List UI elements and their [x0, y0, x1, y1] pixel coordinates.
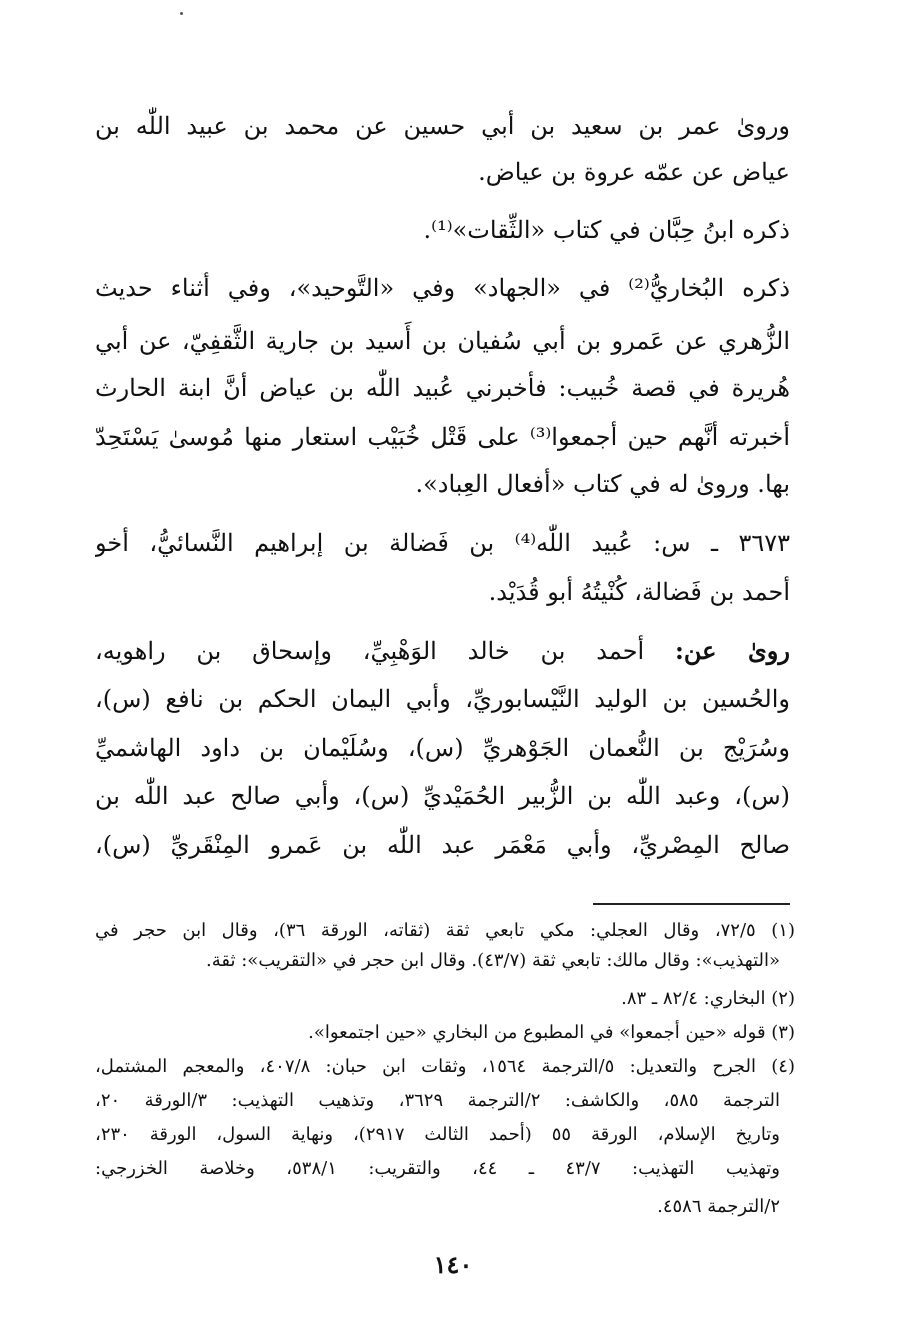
narrated-line1-text: أحمد بن خالد الوَهْبِيِّ، وإسحاق بن راهويه، — [95, 637, 645, 665]
narrated-line4: (س)، وعبد اللّٰه بن الزُّبير الحُمَيْديِّ (س)، وأبي صالح عبد اللّٰه بن — [95, 782, 790, 810]
scan-speck — [180, 12, 183, 15]
para3-line2: الزُّهري عن عَمرو بن أبي سُفيان بن أَسيد بن جارية الثَّقفِيّ، عن أبي — [95, 327, 790, 355]
footnote-1-line2: «التهذيب»: وقال مالك: تابعي ثقة (٤٣/٧). وقال ابن حجر في «التقريب»: ثقة. — [206, 950, 780, 971]
footnote-4-line5: ٢/الترجمة ٤٥٨٦. — [657, 1196, 780, 1217]
footnote-3: (٣) قوله «حين أجمعوا» في المطبوع من البخاري «حين اجتمعوا». — [308, 1022, 795, 1043]
footnote-4-line1: (٤) الجرح والتعديل: ٥/الترجمة ١٥٦٤، وثقات ابن حبان: ٤٠٧/٨، والمعجم المشتمل، — [95, 1056, 795, 1077]
entry-line2: أحمد بن فَضالة، كُنْيتُهُ أبو قُدَيْد. — [488, 578, 790, 606]
page-number: ١٤٠ — [433, 1250, 473, 1279]
para1-line2: عياض عن عمّه عروة بن عياض. — [478, 158, 790, 186]
para3-line4: أخبرته أنَّهم حين أجمعوا⁽³⁾ على قَتْل خُبَيْب استعار منها مُوسىٰ يَسْتَحِدّ — [95, 423, 790, 451]
narrated-line2: والحُسين بن الوليد النَّيْسابوريِّ، وأبي اليمان الحكم بن نافع (س)، — [95, 685, 790, 713]
para3-line3: هُريرة في قصة خُبيب: فأخبرني عُبيد اللّٰه بن عياض أنَّ ابنة الحارث — [95, 374, 790, 402]
entry-line1: ٣٦٧٣ ـ س: عُبيد اللّٰه⁽⁴⁾ بن فَضالة بن إبراهيم النَّسائيُّ، أخو — [95, 529, 790, 557]
para1-line1: وروىٰ عمر بن سعيد بن أبي حسين عن محمد بن عبيد اللّٰه بن — [95, 112, 790, 140]
narrated-line3: وسُرَيْج بن النُّعمان الجَوْهريِّ (س)، وسُلَيْمان بن داود الهاشميِّ — [95, 734, 790, 762]
para2-line1: ذكره ابنُ حِبَّان في كتاب «الثِّقات»⁽¹⁾. — [423, 216, 790, 244]
footnote-separator — [593, 903, 790, 905]
para3-line1: ذكره البُخاريُّ⁽²⁾ في «الجهاد» وفي «التَّوحيد»، وفي أثناء حديث — [95, 274, 790, 302]
narrated-label: روىٰ عن: — [675, 636, 790, 665]
footnote-4-line2: الترجمة ٥٨٥، والكاشف: ٢/الترجمة ٣٦٢٩، وتذهيب التهذيب: ٣/الورقة ٢٠، — [95, 1090, 780, 1111]
footnote-4-line4: وتهذيب التهذيب: ٤٣/٧ ـ ٤٤، والتقريب: ٥٣٨/١، وخلاصة الخزرجي: — [95, 1158, 780, 1179]
para3-line5: بها. وروىٰ له في كتاب «أفعال العِباد». — [415, 470, 790, 498]
footnote-2: (٢) البخاري: ٨٢/٤ ـ ٨٣. — [621, 988, 795, 1009]
narrated-line5: صالح المِصْريِّ، وأبي مَعْمَر عبد اللّٰه بن عَمرو المِنْقَريِّ (س)، — [95, 831, 790, 859]
footnote-1-line1: (١) ٧٢/٥، وقال العجلي: مكي تابعي ثقة (ثقاته، الورقة ٣٦)، وقال ابن حجر في — [95, 920, 795, 941]
footnote-4-line3: وتاريخ الإسلام، الورقة ٥٥ (أحمد الثالث ٢٩١٧)، ونهاية السول، الورقة ٢٣٠، — [95, 1124, 780, 1145]
narrated-line1 — [95, 631, 790, 671]
